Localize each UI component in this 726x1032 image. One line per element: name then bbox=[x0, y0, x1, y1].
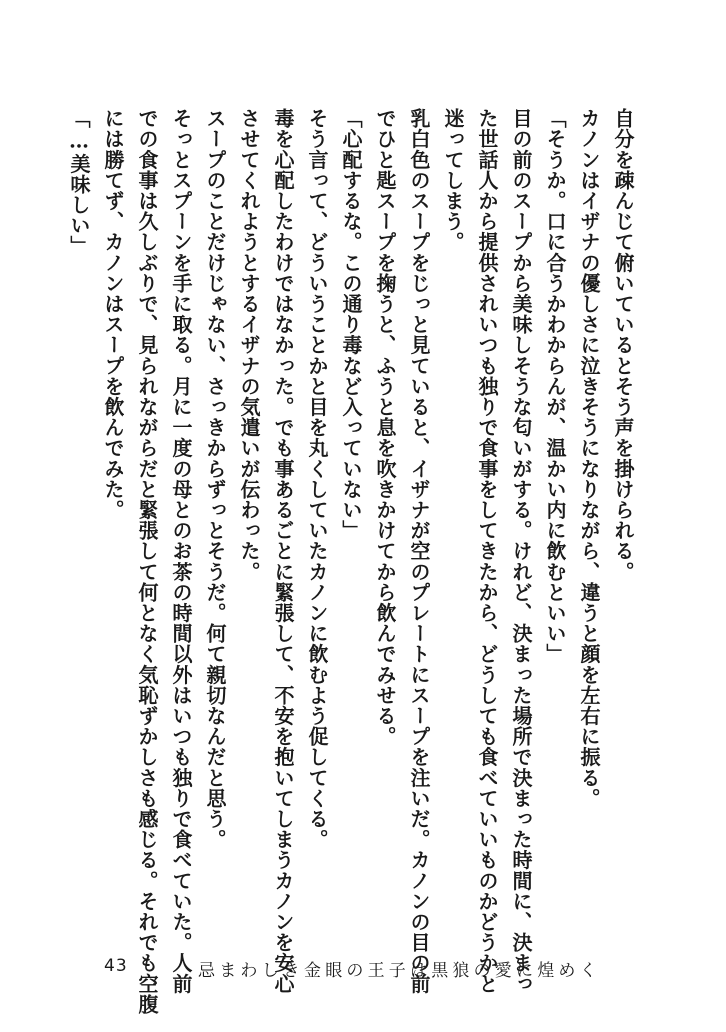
text-line: させてくれようとするイザナの気遣いが伝わった。 bbox=[237, 108, 261, 582]
text-line: でひと匙スープを掬うと、ふうと息を吹きかけてから飲んでみせる。 bbox=[373, 108, 397, 747]
text-line: 自分を疎んじて俯いているとそう声を掛けられる。 bbox=[611, 108, 635, 582]
text-line: 毒を心配したわけではなかった。でも事あるごとに緊張して、不安を抱いてしまうカノンを安心 bbox=[271, 108, 295, 994]
running-title: 忌まわしき金眼の王子は黒狼の愛に煌めく bbox=[198, 961, 601, 981]
text-line: 「…美味しい」 bbox=[67, 108, 91, 257]
text-line: そっとスプーンを手に取る。月に一度の母とのお茶の時間以外はいつも独りで食べていた。人前 bbox=[169, 108, 193, 994]
text-line: 「心配するな。この通り毒など入っていない」 bbox=[339, 108, 363, 541]
text-line: 迷ってしまう。 bbox=[441, 108, 465, 253]
text-line: そう言って、どういうことかと目を丸くしていたカノンに飲むよう促してくる。 bbox=[305, 108, 329, 850]
text-line: での食事は久しぶりで、見られながらだと緊張して何となく気恥ずかしさも感じる。それでも空腹 bbox=[135, 108, 159, 1015]
text-line: スープのことだけじゃない、さっきからずっとそうだ。何て親切なんだと思う。 bbox=[203, 108, 227, 850]
text-line: には勝てず、カノンはスープを飲んでみた。 bbox=[101, 108, 125, 520]
text-line: 「そうか。口に合うかわからんが、温かい内に飲むといい」 bbox=[543, 108, 567, 665]
text-line: た世話人から提供されいつも独りで食事をしてきたから、どうしても食べていいものかどうかと bbox=[475, 108, 499, 994]
text-line: 乳白色のスープをじっと見ていると、イザナが空のプレートにスープを注いだ。カノンの目の前 bbox=[407, 108, 431, 994]
page-footer bbox=[0, 952, 726, 982]
page-number: 43 bbox=[104, 956, 128, 976]
text-line: カノンはイザナの優しさに泣きそうになりながら、違うと顔を左右に振る。 bbox=[577, 108, 601, 809]
text-line: 目の前のスープから美味しそうな匂いがする。けれど、決まった場所で決まった時間に、決まっ bbox=[509, 108, 533, 994]
